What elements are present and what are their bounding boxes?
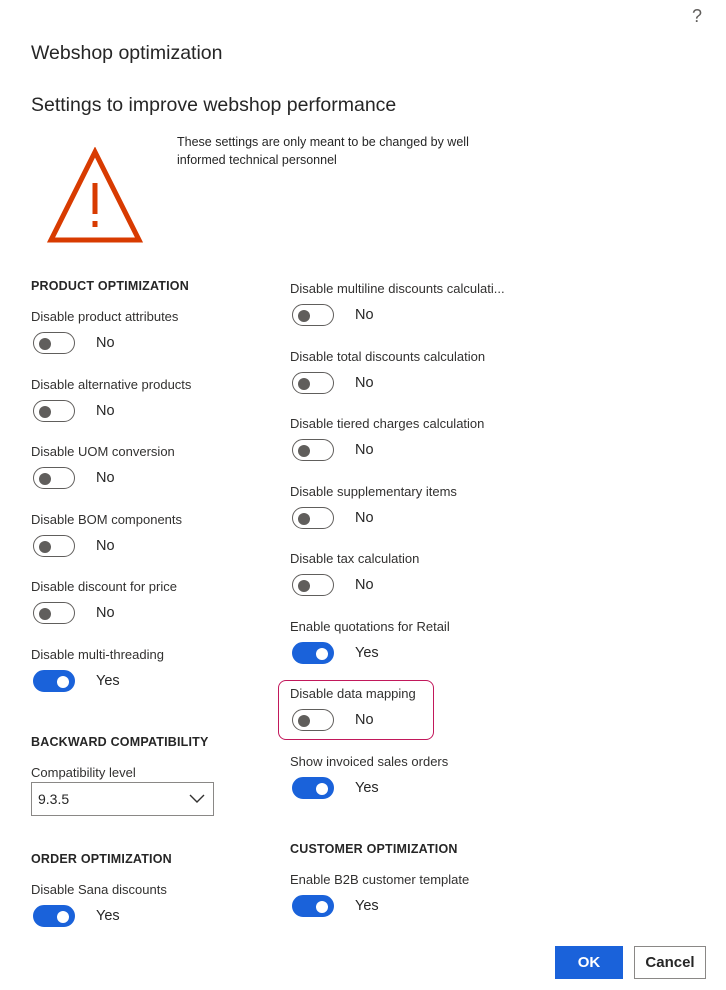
warning-text: These settings are only meant to be changed by well informed technical personnel (177, 135, 469, 167)
toggle-switch[interactable] (33, 467, 75, 489)
toggle-knob (39, 406, 51, 418)
chevron-down-icon (189, 794, 205, 804)
setting-label: Disable data mapping (290, 686, 416, 701)
toggle-enable-quotations-retail (292, 641, 379, 665)
toggle-switch[interactable] (292, 895, 334, 917)
toggle-show-invoiced-sales-orders (292, 776, 379, 800)
toggle-state: Yes (355, 898, 379, 914)
section-order-optimization: ORDER OPTIMIZATION (31, 852, 172, 866)
toggle-state: No (355, 577, 374, 593)
toggle-knob (298, 378, 310, 390)
toggle-switch[interactable] (292, 439, 334, 461)
toggle-knob (39, 338, 51, 350)
toggle-switch[interactable] (33, 670, 75, 692)
toggle-disable-tiered-charges (292, 438, 374, 462)
toggle-state: No (355, 307, 374, 323)
toggle-switch[interactable] (292, 709, 334, 731)
setting-label: Disable UOM conversion (31, 444, 175, 459)
toggle-knob (298, 715, 310, 727)
toggle-disable-multi-threading (33, 669, 120, 693)
toggle-state: No (355, 712, 374, 728)
toggle-disable-data-mapping (292, 708, 374, 732)
select-value: 9.3.5 (38, 791, 70, 807)
section-customer-optimization: CUSTOMER OPTIMIZATION (290, 842, 458, 856)
toggle-state: No (96, 605, 115, 621)
toggle-switch[interactable] (33, 332, 75, 354)
toggle-switch[interactable] (292, 507, 334, 529)
toggle-switch[interactable] (33, 602, 75, 624)
toggle-knob (316, 901, 328, 913)
toggle-disable-sana-discounts (33, 904, 120, 928)
toggle-knob (57, 676, 69, 688)
toggle-disable-bom-components (33, 534, 115, 558)
dialog-subtitle: Settings to improve webshop performance (31, 94, 397, 116)
toggle-state: No (96, 335, 115, 351)
toggle-knob (298, 445, 310, 457)
toggle-state: Yes (96, 673, 120, 689)
cancel-button[interactable]: Cancel (634, 946, 706, 979)
toggle-state: Yes (96, 908, 120, 924)
toggle-disable-tax-calculation (292, 573, 374, 597)
toggle-switch[interactable] (33, 905, 75, 927)
setting-label: Disable BOM components (31, 512, 183, 527)
toggle-state: No (355, 510, 374, 526)
toggle-switch[interactable] (292, 777, 334, 799)
toggle-knob (316, 648, 328, 660)
toggle-state: No (355, 375, 374, 391)
toggle-disable-multiline-discounts (292, 303, 374, 327)
setting-label: Disable Sana discounts (31, 882, 167, 897)
toggle-switch[interactable] (33, 400, 75, 422)
toggle-disable-total-discounts (292, 371, 374, 395)
setting-label: Disable product attributes (31, 309, 179, 324)
toggle-knob (57, 911, 69, 923)
toggle-disable-discount-for-price (33, 601, 115, 625)
setting-label: Disable multi-threading (31, 647, 164, 662)
toggle-switch[interactable] (33, 535, 75, 557)
toggle-state: No (96, 470, 115, 486)
toggle-disable-supplementary-items (292, 506, 374, 530)
compatibility-level-select[interactable] (31, 782, 214, 816)
toggle-knob (298, 310, 310, 322)
toggle-knob (39, 541, 51, 553)
toggle-knob (298, 580, 310, 592)
toggle-knob (316, 783, 328, 795)
section-backward-compatibility: BACKWARD COMPATIBILITY (31, 735, 209, 749)
toggle-disable-product-attributes (33, 331, 115, 355)
toggle-switch[interactable] (292, 372, 334, 394)
setting-label: Disable alternative products (31, 377, 192, 392)
toggle-knob (39, 473, 51, 485)
dialog-title: Webshop optimization (31, 42, 223, 64)
section-product-optimization: PRODUCT OPTIMIZATION (31, 279, 189, 293)
toggle-enable-b2b-customer-template (292, 894, 379, 918)
ok-button[interactable]: OK (555, 946, 623, 979)
toggle-state: Yes (355, 645, 379, 661)
toggle-switch[interactable] (292, 574, 334, 596)
setting-label: Enable quotations for Retail (290, 619, 450, 634)
toggle-disable-alternative-products (33, 399, 115, 423)
help-button[interactable]: ? (692, 6, 703, 26)
setting-label: Disable discount for price (31, 579, 177, 594)
setting-label: Disable total discounts calculation (290, 349, 486, 364)
compatibility-level-label: Compatibility level (31, 765, 136, 780)
toggle-knob (39, 608, 51, 620)
setting-label: Show invoiced sales orders (290, 754, 449, 769)
warning-triangle-icon (47, 147, 143, 245)
toggle-switch[interactable] (292, 642, 334, 664)
toggle-disable-uom-conversion (33, 466, 115, 490)
setting-label: Disable multiline discounts calculati... (290, 281, 505, 296)
toggle-state: No (96, 403, 115, 419)
toggle-state: Yes (355, 780, 379, 796)
setting-label: Enable B2B customer template (290, 872, 470, 887)
toggle-state: No (96, 538, 115, 554)
setting-label: Disable tax calculation (290, 551, 420, 566)
toggle-switch[interactable] (292, 304, 334, 326)
setting-label: Disable tiered charges calculation (290, 416, 485, 431)
setting-label: Disable supplementary items (290, 484, 457, 499)
toggle-state: No (355, 442, 374, 458)
toggle-knob (298, 513, 310, 525)
